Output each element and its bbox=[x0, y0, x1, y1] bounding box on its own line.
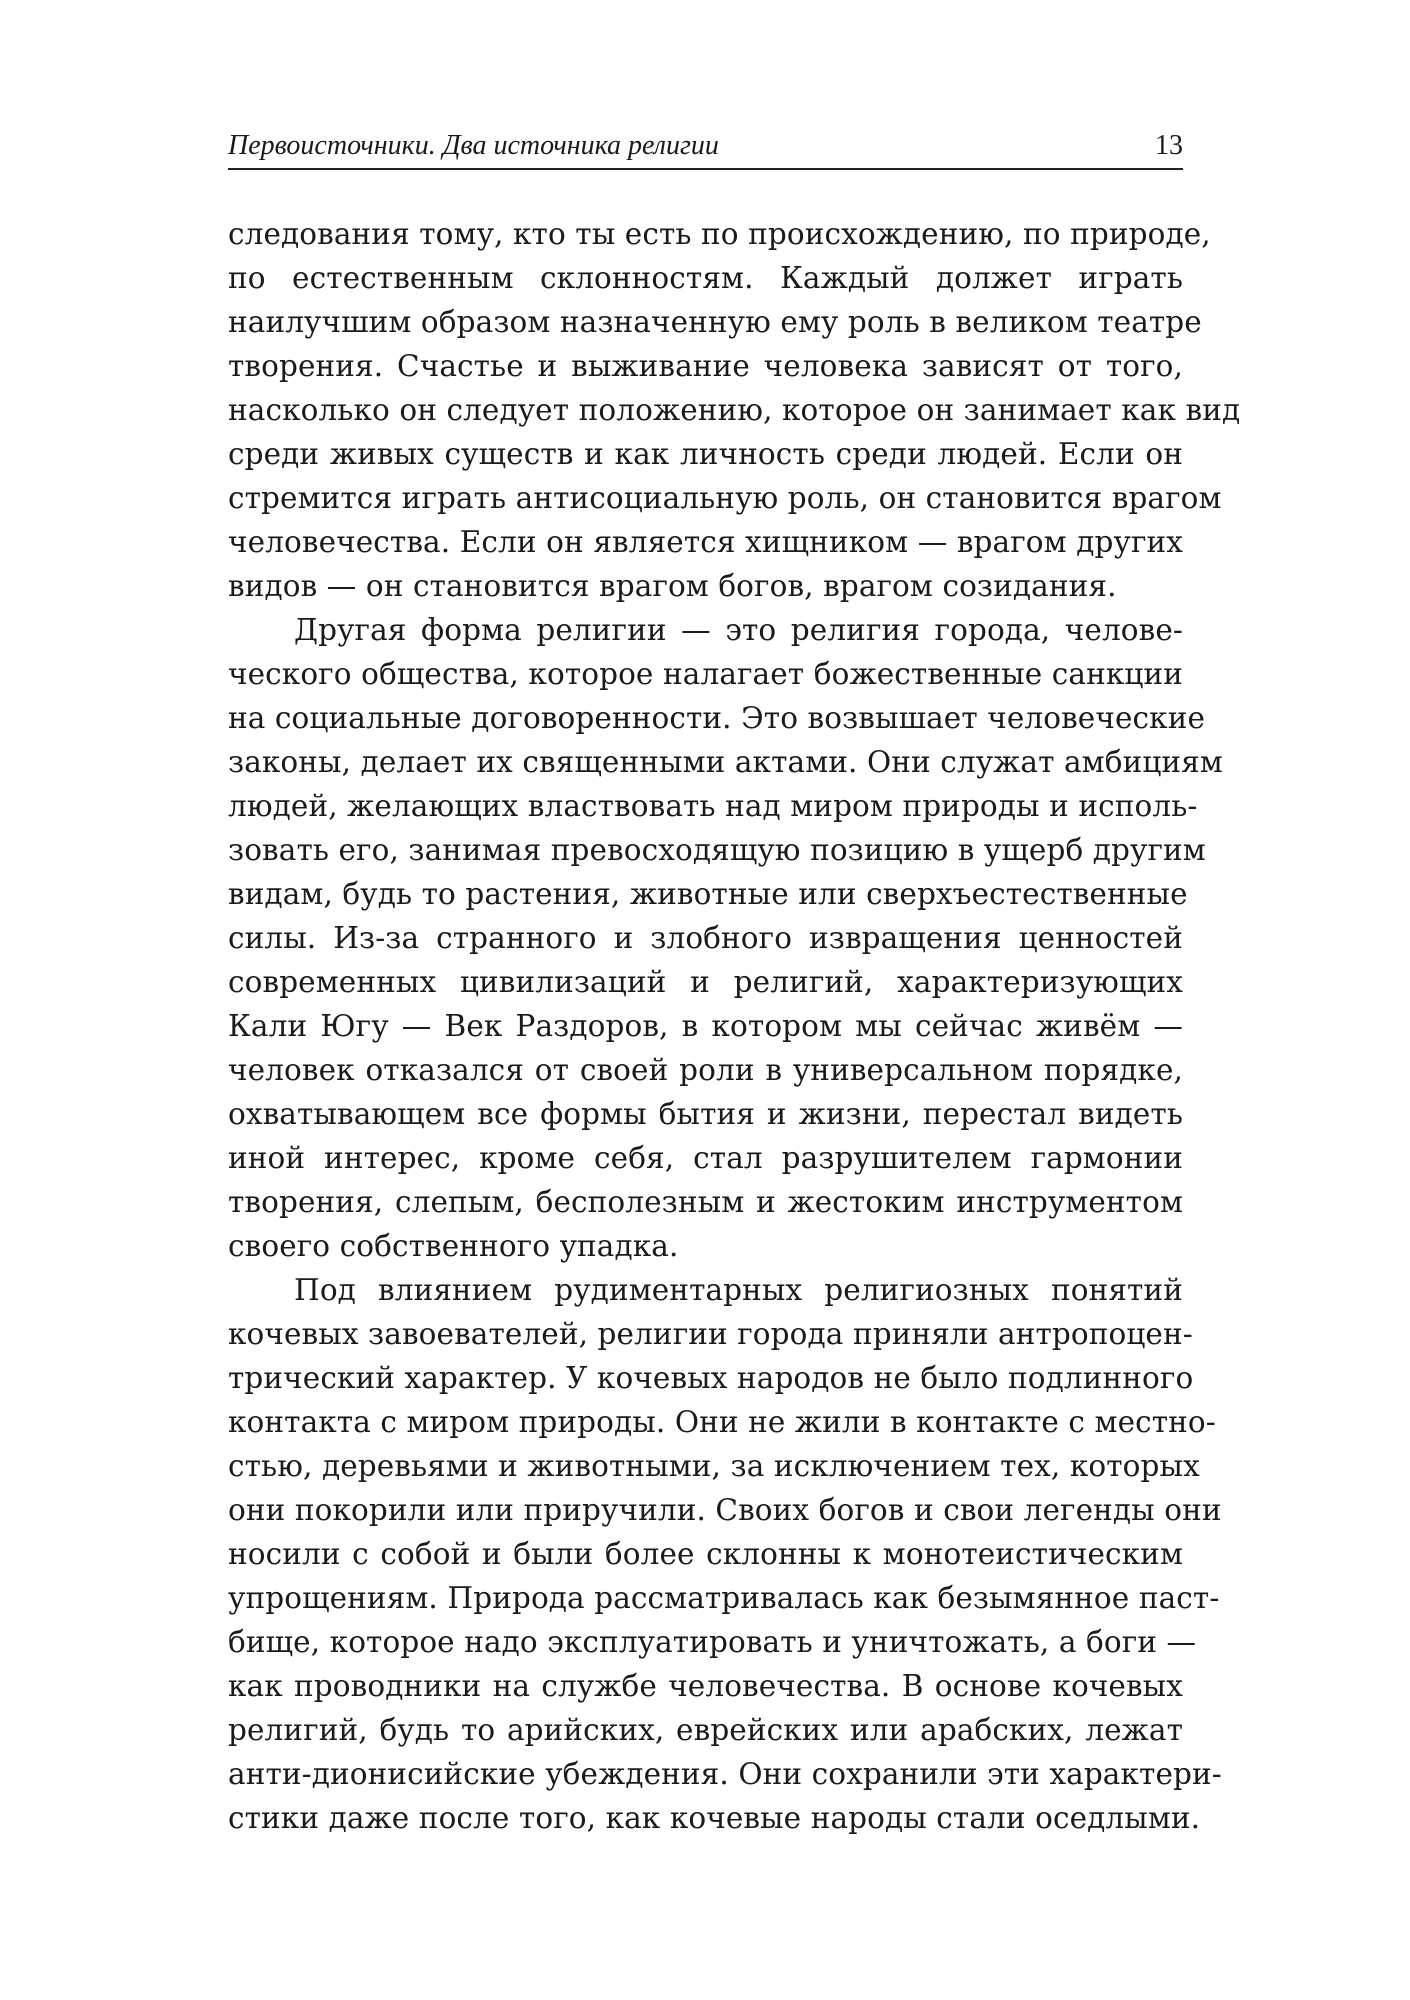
text-line: трический характер. У кочевых народов не было подлинного bbox=[228, 1361, 1194, 1395]
text-line: ческого общества, которое налагает божественные санкции bbox=[228, 657, 1183, 691]
text-line: Под влиянием рудиментарных религиозных понятий bbox=[294, 1273, 1183, 1307]
text-line: как проводники на службе человечества. В основе кочевых bbox=[228, 1669, 1183, 1703]
body-text bbox=[228, 212, 1241, 1840]
text-line: современных цивилизаций и религий, характеризующих bbox=[228, 965, 1183, 999]
text-line: по естественным склонностям. Каждый должет играть bbox=[228, 261, 1183, 295]
text-line: на социальные договоренности. Это возвышает человеческие bbox=[228, 701, 1206, 735]
text-line: среди живых существ и как личность среди людей. Если он bbox=[228, 437, 1183, 471]
text-line: стремится играть антисоциальную роль, он становится врагом bbox=[228, 481, 1222, 515]
text-line: бище, которое надо эксплуатировать и уничтожать, а боги — bbox=[228, 1625, 1197, 1659]
text-line: своего собственного упадка. bbox=[228, 1229, 679, 1263]
text-line: зовать его, занимая превосходящую позицию в ущерб другим bbox=[228, 833, 1206, 867]
running-header bbox=[228, 126, 1183, 170]
page-number: 13 bbox=[1155, 130, 1183, 161]
text-line: кочевых завоевателей, религии города приняли антропоцен- bbox=[228, 1317, 1193, 1351]
paragraph bbox=[228, 212, 1241, 608]
text-line: стью, деревьями и животными, за исключением тех, которых bbox=[228, 1449, 1200, 1483]
text-line: законы, делает их священными актами. Они служат амбициям bbox=[228, 745, 1223, 779]
text-line: творения. Счастье и выживание человека зависят от того, bbox=[228, 349, 1183, 383]
text-line: стики даже после того, как кочевые народы стали оседлыми. bbox=[228, 1801, 1201, 1835]
text-line: людей, желающих властвовать над миром природы и исполь- bbox=[228, 789, 1198, 823]
text-line: религий, будь то арийских, еврейских или арабских, лежат bbox=[228, 1713, 1183, 1747]
text-line: контакта с миром природы. Они не жили в контакте с местно- bbox=[228, 1405, 1216, 1439]
text-line: насколько он следует положению, которое он занимает как вид bbox=[228, 393, 1241, 427]
text-line: анти-дионисийские убеждения. Они сохранили эти характери- bbox=[228, 1757, 1222, 1791]
text-line: наилучшим образом назначенную ему роль в великом театре bbox=[228, 305, 1202, 339]
text-line: Кали Югу — Век Раздоров, в котором мы сейчас живём — bbox=[228, 1009, 1183, 1043]
text-line: человек отказался от своей роли в универсальном порядке, bbox=[228, 1053, 1183, 1087]
paragraph bbox=[228, 608, 1223, 1268]
text-line: силы. Из-за странного и злобного извращения ценностей bbox=[228, 921, 1183, 955]
text-line: упрощениям. Природа рассматривалась как безымянное паст- bbox=[228, 1581, 1220, 1615]
text-line: видам, будь то растения, животные или сверхъестественные bbox=[228, 877, 1188, 911]
text-line: Другая форма религии — это религия города, челове- bbox=[294, 613, 1183, 647]
text-line: иной интерес, кроме себя, стал разрушителем гармонии bbox=[228, 1141, 1183, 1175]
text-line: видов — он становится врагом богов, врагом созидания. bbox=[228, 569, 1117, 603]
text-line: творения, слепым, бесполезным и жестоким инструментом bbox=[228, 1185, 1183, 1219]
running-title: Первоисточники. Два источника религии bbox=[228, 130, 719, 161]
text-line: человечества. Если он является хищником — врагом других bbox=[228, 525, 1183, 559]
text-line: носили с собой и были более склонны к монотеистическим bbox=[228, 1537, 1183, 1571]
text-line: следования тому, кто ты есть по происхождению, по природе, bbox=[228, 217, 1211, 251]
text-line: охватывающем все формы бытия и жизни, перестал видеть bbox=[228, 1097, 1183, 1131]
paragraph bbox=[228, 1268, 1222, 1840]
text-line: они покорили или приручили. Своих богов и свои легенды они bbox=[228, 1493, 1222, 1527]
